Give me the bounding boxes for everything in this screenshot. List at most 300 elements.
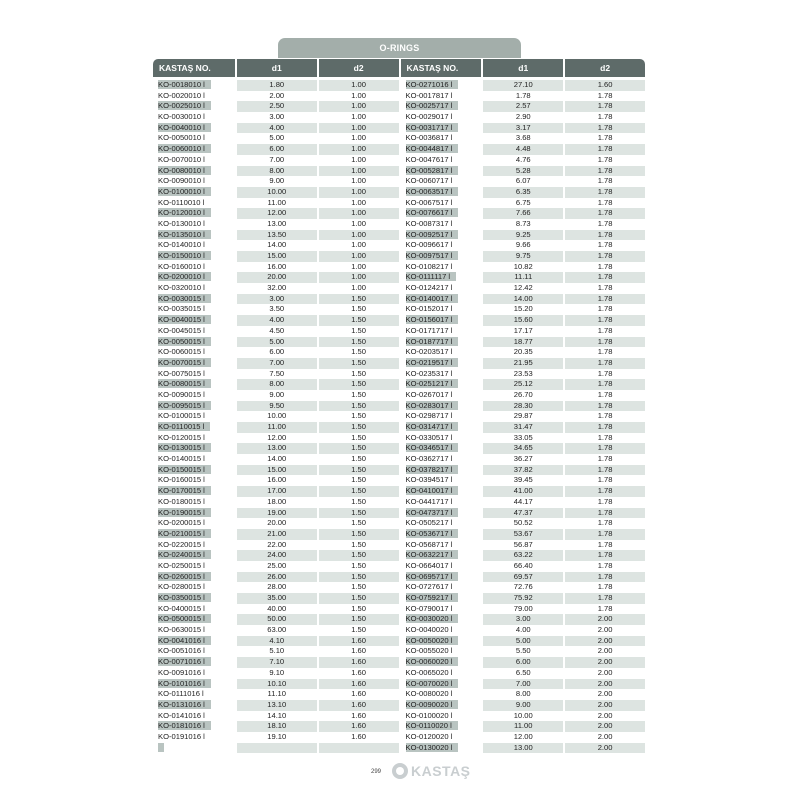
part-number-text: KO-0260015 l	[158, 572, 211, 581]
cell-part-number	[153, 379, 235, 390]
part-number-text: KO-0076617 l	[406, 208, 459, 217]
part-number-text: KO-0060015 l	[158, 347, 205, 357]
part-number-text: KO-0219517 l	[406, 358, 459, 367]
cell-d1: 7.50	[269, 368, 285, 378]
table-row	[153, 689, 645, 700]
part-number-text: KO-0240015 l	[158, 550, 211, 559]
cell-d2: 1.50	[351, 325, 366, 335]
cell-d2: 1.78	[565, 251, 645, 262]
part-number-text: KO-0060717 l	[405, 176, 453, 186]
cell-d2: 1.50	[351, 347, 366, 357]
part-number-text: KO-0100020 l	[405, 710, 453, 720]
table-row	[153, 486, 645, 497]
part-number-text: KO-0410017 l	[406, 486, 459, 495]
cell-d1: 8.73	[515, 218, 531, 228]
cell-d2: 2.00	[565, 743, 645, 754]
cell-part-number	[153, 198, 235, 209]
cell-d1: 39.45	[513, 475, 533, 485]
cell-d1: 10.82	[513, 261, 533, 271]
cell-d2: 1.50	[319, 529, 399, 540]
cell-part-number	[401, 208, 482, 219]
cell-d2: 1.00	[351, 240, 366, 250]
part-number-text: KO-0036817 l	[405, 133, 453, 143]
cell-d2: 1.78	[597, 368, 613, 378]
table-row	[153, 743, 645, 754]
cell-d2: 2.00	[597, 625, 613, 635]
cell-d1: 7.00	[483, 679, 563, 690]
cell-part-number	[401, 304, 482, 315]
cell-d2: 1.50	[351, 432, 366, 442]
cell-part-number	[401, 337, 482, 348]
cell-d1: 41.00	[483, 486, 563, 497]
cell-d1: 79.00	[513, 603, 533, 613]
cell-part-number	[153, 689, 235, 700]
cell-d1: 13.00	[237, 443, 317, 454]
table-row	[153, 358, 645, 369]
cell-d2: 1.50	[351, 368, 366, 378]
table-row	[153, 497, 645, 508]
part-number-text: KO-0030020 l	[406, 614, 459, 623]
cell-d1: 9.00	[483, 700, 563, 711]
part-number-text: KO-0141016 l	[158, 710, 205, 720]
cell-part-number	[153, 443, 235, 454]
cell-d1: 2.00	[269, 90, 285, 100]
part-number-text: KO-0111117 l	[406, 272, 457, 281]
cell-d1: 9.50	[237, 401, 317, 412]
cell-d2: 1.50	[351, 539, 366, 549]
cell-d1: 25.00	[267, 560, 287, 570]
part-number-text: KO-0100015 l	[158, 411, 205, 421]
cell-part-number	[401, 133, 482, 144]
part-number-text: KO-0346517 l	[406, 443, 459, 452]
cell-part-number	[401, 454, 482, 465]
cell-d1: 5.50	[515, 646, 531, 656]
table-row	[153, 401, 645, 412]
part-number-text: KO-0018010 l	[158, 80, 211, 89]
cell-part-number	[401, 219, 482, 230]
part-number-text: KO-0630015 l	[158, 625, 205, 635]
cell-d1: 6.50	[515, 667, 531, 677]
cell-d2: 1.50	[351, 475, 366, 485]
cell-part-number	[153, 176, 235, 187]
cell-d2: 1.78	[597, 539, 613, 549]
cell-d1: 31.47	[483, 422, 563, 433]
part-number-text: KO-0664017 l	[405, 560, 453, 570]
cell-part-number	[401, 561, 482, 572]
part-number-text: KO-0130020 l	[406, 743, 459, 752]
cell-d2: 1.00	[319, 251, 399, 262]
cell-part-number	[401, 411, 482, 422]
cell-part-number	[401, 176, 482, 187]
cell-d2: 1.78	[597, 325, 613, 335]
table-row	[153, 304, 645, 315]
cell-part-number	[401, 230, 482, 241]
cell-d1: 15.20	[513, 304, 533, 314]
part-number-text: KO-0267017 l	[405, 389, 453, 399]
cell-d1: 10.00	[513, 710, 533, 720]
cell-d2: 2.00	[597, 710, 613, 720]
part-number-text: KO-0080015 l	[158, 379, 211, 388]
cell-part-number	[401, 433, 482, 444]
part-number-text: KO-0314717 l	[406, 422, 459, 431]
cell-part-number	[401, 572, 482, 583]
part-number-text: KO-0070010 l	[158, 154, 205, 164]
part-number-text: KO-0350015 l	[158, 593, 211, 602]
cell-part-number	[153, 508, 235, 519]
cell-d2: 1.50	[319, 614, 399, 625]
cell-d1: 4.48	[483, 144, 563, 155]
cell-d2: 1.00	[351, 154, 366, 164]
part-number-text: KO-0075015 l	[158, 368, 205, 378]
part-number-text	[158, 743, 164, 752]
table-row	[153, 593, 645, 604]
cell-part-number	[153, 561, 235, 572]
cell-d2: 1.50	[351, 304, 366, 314]
table-row	[153, 240, 645, 251]
part-number-text: KO-0030015 l	[158, 294, 211, 303]
cell-d1: 9.75	[483, 251, 563, 262]
part-number-text: KO-0160015 l	[158, 475, 205, 485]
table-row	[153, 294, 645, 305]
cell-d1: 3.00	[483, 614, 563, 625]
cell-d2: 1.78	[597, 283, 613, 293]
cell-part-number	[401, 390, 482, 401]
cell-part-number	[401, 80, 482, 91]
part-number-text: KO-0025717 l	[406, 101, 459, 110]
cell-d1: 2.57	[483, 101, 563, 112]
cell-d2: 1.50	[351, 582, 366, 592]
cell-d1: 14.00	[483, 294, 563, 305]
table-row	[153, 283, 645, 294]
cell-d2: 1.60	[351, 731, 366, 741]
table-row	[153, 251, 645, 262]
cell-d1: 11.11	[483, 272, 563, 283]
table-row	[153, 604, 645, 615]
part-number-text: KO-0044817 l	[406, 144, 459, 153]
cell-part-number	[401, 422, 482, 433]
part-number-text: KO-0181016 l	[158, 721, 211, 730]
cell-d2: 2.00	[597, 646, 613, 656]
part-number-text: KO-0131016 l	[158, 700, 211, 709]
part-number-text: KO-0017817 l	[405, 90, 453, 100]
cell-d2: 1.00	[351, 112, 366, 122]
cell-d1: 3.68	[515, 133, 531, 143]
table-row	[153, 219, 645, 230]
cell-part-number	[401, 668, 482, 679]
cell-d1: 13.00	[483, 743, 563, 754]
table-row	[153, 711, 645, 722]
cell-d1: 28.00	[267, 582, 287, 592]
cell-d1: 10.10	[237, 679, 317, 690]
cell-d2: 1.00	[351, 283, 366, 293]
table-row	[153, 112, 645, 123]
cell-d2: 1.50	[351, 411, 366, 421]
cell-d2: 1.00	[351, 218, 366, 228]
cell-d1: 25.12	[483, 379, 563, 390]
cell-d2: 1.78	[597, 304, 613, 314]
cell-part-number	[153, 486, 235, 497]
table-row	[153, 668, 645, 679]
part-number-text: KO-0110020 l	[406, 721, 458, 730]
cell-d2: 1.00	[351, 261, 366, 271]
cell-d2: 1.00	[319, 166, 399, 177]
table-row	[153, 582, 645, 593]
part-number-text: KO-0130010 l	[158, 218, 205, 228]
cell-part-number	[153, 347, 235, 358]
cell-part-number	[401, 240, 482, 251]
cell-d2: 1.78	[597, 261, 613, 271]
cell-part-number	[153, 454, 235, 465]
cell-d2: 1.78	[565, 593, 645, 604]
part-number-text: KO-0362717 l	[405, 454, 453, 464]
cell-part-number	[153, 262, 235, 273]
table-row	[153, 315, 645, 326]
cell-part-number	[401, 636, 482, 647]
part-number-text: KO-0170015 l	[158, 486, 211, 495]
cell-d2: 2.00	[565, 657, 645, 668]
cell-part-number	[153, 743, 235, 754]
cell-part-number	[401, 123, 482, 134]
cell-d1: 20.00	[267, 518, 287, 528]
cell-d2: 1.60	[319, 721, 399, 732]
part-number-text: KO-0473717 l	[406, 508, 459, 517]
cell-part-number	[153, 411, 235, 422]
part-number-text: KO-0092517 l	[406, 230, 459, 239]
table-row	[153, 422, 645, 433]
cell-part-number	[401, 187, 482, 198]
cell-d1: 13.50	[237, 230, 317, 241]
page-number: 299	[371, 769, 382, 775]
cell-d2: 1.50	[319, 508, 399, 519]
part-number-text: KO-0045015 l	[158, 325, 205, 335]
part-number-text: KO-0160010 l	[158, 261, 205, 271]
cell-d1: 63.00	[267, 625, 287, 635]
table-row	[153, 625, 645, 636]
cell-d1: 4.10	[237, 636, 317, 647]
cell-d1: 20.35	[513, 347, 533, 357]
part-number-text: KO-0055020 l	[405, 646, 453, 656]
cell-d1: 3.50	[269, 304, 285, 314]
cell-d2: 2.00	[565, 721, 645, 732]
cell-d1: 11.00	[237, 422, 317, 433]
cell-d2: 1.78	[597, 560, 613, 570]
cell-d1: 47.37	[483, 508, 563, 519]
part-number-text: KO-0378217 l	[406, 465, 459, 474]
header-kastas-no-left: KASTAŞ NO.	[153, 59, 235, 77]
cell-d2: 1.78	[565, 486, 645, 497]
part-number-text: KO-0500015 l	[158, 614, 211, 623]
cell-part-number	[401, 465, 482, 476]
cell-d1: 7.00	[269, 154, 285, 164]
part-number-text: KO-0040010 l	[158, 123, 211, 132]
cell-part-number	[153, 475, 235, 486]
table-row	[153, 262, 645, 273]
cell-part-number	[401, 347, 482, 358]
part-number-text: KO-0156017 l	[406, 315, 459, 324]
cell-d1: 72.76	[513, 582, 533, 592]
logo-icon	[392, 763, 408, 779]
cell-part-number	[153, 518, 235, 529]
cell-d1: 9.25	[483, 230, 563, 241]
cell-part-number	[153, 422, 235, 433]
cell-d2: 1.78	[597, 496, 613, 506]
cell-d1: 19.10	[267, 731, 287, 741]
cell-d1: 15.60	[483, 315, 563, 326]
cell-part-number	[401, 475, 482, 486]
cell-d2: 1.50	[351, 603, 366, 613]
part-number-text: KO-0030010 l	[158, 112, 205, 122]
cell-part-number	[153, 326, 235, 337]
part-number-text: KO-0067517 l	[405, 197, 453, 207]
cell-d2: 1.50	[319, 379, 399, 390]
cell-d1: 44.17	[513, 496, 533, 506]
cell-d2: 1.78	[565, 144, 645, 155]
cell-d2: 1.78	[597, 218, 613, 228]
brand-logo	[392, 763, 471, 779]
cell-part-number	[401, 625, 482, 636]
cell-part-number	[153, 80, 235, 91]
cell-d1: 12.42	[513, 283, 533, 293]
cell-d2: 1.00	[319, 272, 399, 283]
table-row	[153, 144, 645, 155]
cell-d2: 1.60	[319, 636, 399, 647]
table-row	[153, 411, 645, 422]
part-number-text: KO-0271016 l	[406, 80, 459, 89]
cell-d2: 1.78	[597, 389, 613, 399]
part-number-text: KO-0080020 l	[405, 689, 453, 699]
cell-part-number	[401, 604, 482, 615]
cell-part-number	[401, 497, 482, 508]
cell-d2: 1.50	[319, 315, 399, 326]
cell-part-number	[401, 144, 482, 155]
cell-part-number	[153, 294, 235, 305]
cell-part-number	[153, 112, 235, 123]
cell-d1: 15.00	[237, 251, 317, 262]
table-row	[153, 657, 645, 668]
cell-d1: 66.40	[513, 560, 533, 570]
cell-part-number	[401, 315, 482, 326]
cell-d1: 13.10	[237, 700, 317, 711]
cell-d2: 1.60	[319, 657, 399, 668]
cell-d2: 1.78	[597, 603, 613, 613]
cell-d1: 10.00	[237, 187, 317, 198]
part-number-text: KO-0060020 l	[406, 657, 459, 666]
cell-d2: 1.50	[351, 496, 366, 506]
cell-d1: 3.00	[237, 294, 317, 305]
cell-d1: 17.00	[237, 486, 317, 497]
cell-d1: 14.00	[267, 454, 287, 464]
table-row	[153, 550, 645, 561]
cell-d1: 23.53	[513, 368, 533, 378]
cell-d1: 4.00	[515, 625, 531, 635]
part-number-text: KO-0090020 l	[406, 700, 459, 709]
part-number-text: KO-0140015 l	[158, 454, 205, 464]
cell-d2: 1.50	[319, 401, 399, 412]
part-number-text: KO-0090015 l	[158, 389, 205, 399]
table-row	[153, 465, 645, 476]
cell-d2: 1.00	[319, 101, 399, 112]
cell-d1: 21.95	[483, 358, 563, 369]
cell-d2: 1.50	[319, 294, 399, 305]
cell-part-number	[401, 711, 482, 722]
cell-d1: 5.00	[237, 337, 317, 348]
part-number-text: KO-0441717 l	[405, 496, 453, 506]
cell-part-number	[401, 101, 482, 112]
cell-part-number	[153, 646, 235, 657]
cell-d1: 1.80	[237, 80, 317, 91]
part-number-text: KO-0171717 l	[405, 325, 453, 335]
part-number-text: KO-0135010 l	[158, 230, 211, 239]
cell-d2: 1.78	[565, 337, 645, 348]
cell-d2: 1.78	[597, 454, 613, 464]
cell-d1: 6.00	[483, 657, 563, 668]
cell-d1: 12.00	[267, 432, 287, 442]
o-rings-table	[153, 59, 645, 753]
cell-d1: 14.10	[267, 710, 287, 720]
part-number-text: KO-0187717 l	[406, 337, 459, 346]
cell-part-number	[153, 497, 235, 508]
cell-part-number	[401, 646, 482, 657]
part-number-text: KO-0110015 l	[158, 422, 210, 431]
table-row	[153, 337, 645, 348]
part-number-text: KO-0203517 l	[405, 347, 453, 357]
header-kastas-no-right: KASTAŞ NO.	[401, 59, 482, 77]
cell-d2: 1.50	[351, 454, 366, 464]
part-number-text: KO-0150015 l	[158, 465, 211, 474]
cell-part-number	[153, 251, 235, 262]
cell-part-number	[401, 155, 482, 166]
cell-part-number	[153, 283, 235, 294]
cell-part-number	[401, 326, 482, 337]
cell-part-number	[153, 123, 235, 134]
cell-d1: 7.10	[237, 657, 317, 668]
cell-part-number	[153, 240, 235, 251]
cell-d1: 26.70	[513, 389, 533, 399]
part-number-text: KO-0727617 l	[405, 582, 453, 592]
part-number-text: KO-0120010 l	[158, 208, 211, 217]
cell-part-number	[153, 593, 235, 604]
part-number-text: KO-0096617 l	[405, 240, 453, 250]
cell-d1: 5.00	[269, 133, 285, 143]
table-row	[153, 230, 645, 241]
cell-d1: 24.00	[237, 550, 317, 561]
part-number-text: KO-0051016 l	[158, 646, 205, 656]
cell-d1: 4.00	[237, 123, 317, 134]
part-number-text: KO-0200015 l	[158, 518, 205, 528]
cell-d2: 2.00	[565, 679, 645, 690]
part-number-text: KO-0130015 l	[158, 443, 211, 452]
cell-part-number	[401, 582, 482, 593]
cell-d2: 1.78	[597, 411, 613, 421]
part-number-text: KO-0505217 l	[405, 518, 453, 528]
cell-part-number	[401, 379, 482, 390]
part-number-text: KO-0025010 l	[158, 101, 211, 110]
table-row	[153, 91, 645, 102]
part-number-text: KO-0050010 l	[158, 133, 205, 143]
cell-d1: 28.30	[483, 401, 563, 412]
cell-d1: 17.17	[513, 325, 533, 335]
cell-d2: 1.78	[565, 422, 645, 433]
cell-d2: 1.78	[565, 379, 645, 390]
cell-d1: 12.00	[513, 731, 533, 741]
cell-d1: 8.00	[237, 166, 317, 177]
cell-d1: 18.77	[483, 337, 563, 348]
table-row	[153, 433, 645, 444]
cell-part-number	[153, 550, 235, 561]
part-number-text: KO-0251217 l	[406, 379, 459, 388]
cell-part-number	[153, 636, 235, 647]
part-number-text: KO-0091016 l	[158, 667, 205, 677]
